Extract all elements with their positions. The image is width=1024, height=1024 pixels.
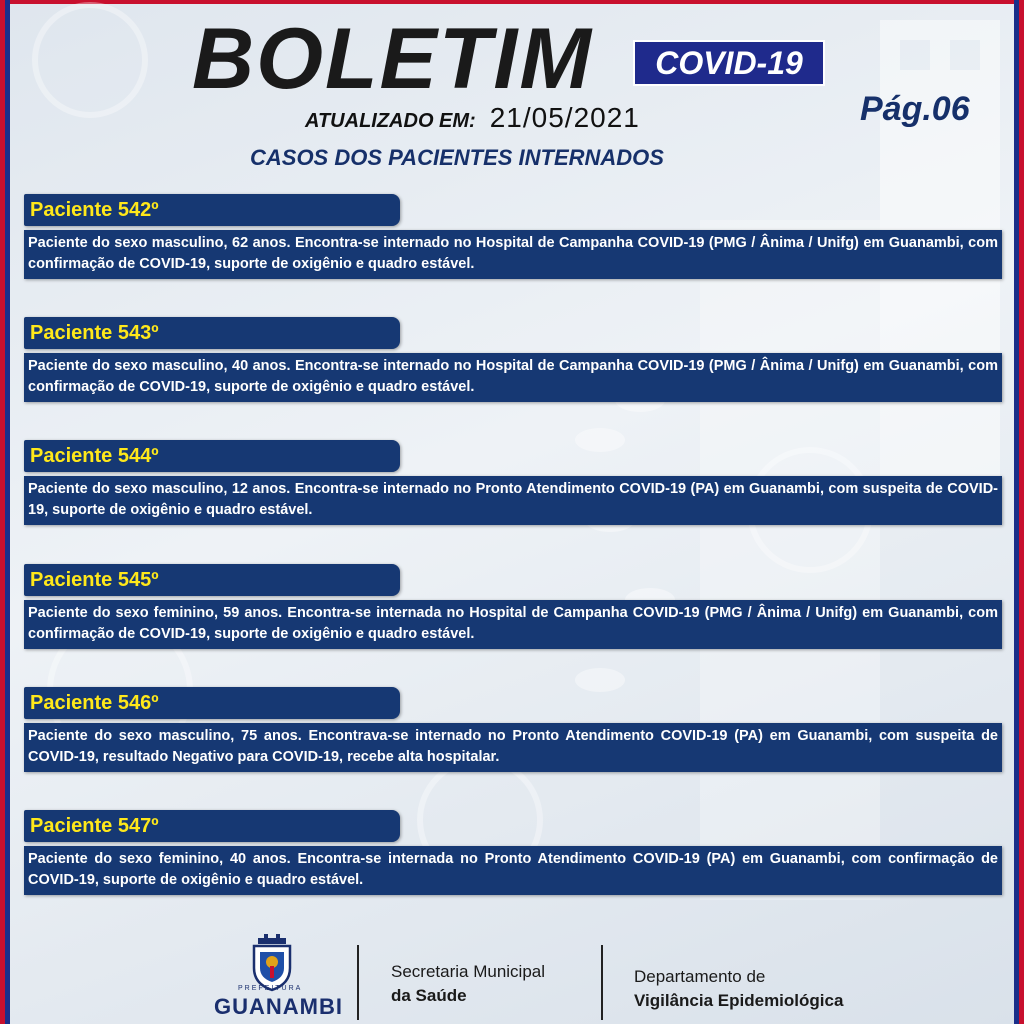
logo-city: GUANAMBI — [214, 994, 343, 1019]
updated-label: ATUALIZADO EM: — [305, 110, 476, 132]
patient-description: Paciente do sexo masculino, 75 anos. Encontrava-se internado no Pronto Atendimento COVID-19 (PA) em Guanambi, com suspeita de COVID-19, resultado Negativo para COVID-19, recebe alta hospitalar. — [24, 723, 1002, 772]
patient-card — [24, 317, 1002, 402]
patient-description: Paciente do sexo feminino, 40 anos. Encontra-se internada no Pronto Atendimento COVID-19 (PA) em Guanambi, com confirmação de COVID-19, suporte de oxigênio e quadro estável. — [24, 846, 1002, 895]
patient-label: Paciente 547º — [24, 810, 400, 842]
bulletin-title: BOLETIM — [192, 11, 593, 107]
org-epi-line2: Vigilância Epidemiológica — [634, 991, 844, 1010]
updated-line — [305, 102, 640, 134]
footer-divider — [601, 945, 603, 1020]
org-epi-line1: Departamento de — [634, 967, 766, 986]
frame-right-border — [1014, 0, 1024, 1024]
org-health-line1: Secretaria Municipal — [391, 962, 546, 981]
patient-label: Paciente 542º — [24, 194, 400, 226]
patient-description: Paciente do sexo masculino, 40 anos. Encontra-se internado no Hospital de Campanha COVID-19 (PMG / Ânima / Unifg) em Guanambi, com confirmação de COVID-19, suporte de oxigênio e quadro estável. — [24, 353, 1002, 402]
patient-description: Paciente do sexo feminino, 59 anos. Encontra-se internada no Hospital de Campanha COVID-19 (PMG / Ânima / Unifg) em Guanambi, com confirmação de COVID-19, suporte de oxigênio e quadro estável. — [24, 600, 1002, 649]
section-title: CASOS DOS PACIENTES INTERNADOS — [250, 145, 664, 170]
patient-card — [24, 194, 1002, 279]
patient-label: Paciente 546º — [24, 687, 400, 719]
org-health-line2: da Saúde — [391, 986, 467, 1005]
patient-label: Paciente 544º — [24, 440, 400, 472]
patient-description: Paciente do sexo masculino, 12 anos. Encontra-se internado no Pronto Atendimento COVID-19 (PA) em Guanambi, com suspeita de COVID-19, suporte de oxigênio e quadro estável. — [24, 476, 1002, 525]
guanambi-crest-icon — [244, 932, 300, 992]
frame-top-border — [0, 0, 1024, 4]
covid-badge: COVID-19 — [633, 40, 825, 86]
updated-date: 21/05/2021 — [489, 102, 640, 133]
frame-left-border — [0, 0, 10, 1024]
patient-card — [24, 687, 1002, 772]
patient-card — [24, 440, 1002, 525]
patient-card — [24, 810, 1002, 895]
patient-card — [24, 564, 1002, 649]
footer-divider — [357, 945, 359, 1020]
logo-prefix: PREFEITURA — [238, 985, 303, 992]
footer-org-health — [391, 962, 545, 1006]
footer-org-epidemiology — [634, 967, 843, 1011]
page-number: Pág.06 — [860, 90, 970, 128]
patient-label: Paciente 543º — [24, 317, 400, 349]
patient-label: Paciente 545º — [24, 564, 400, 596]
patient-description: Paciente do sexo masculino, 62 anos. Encontra-se internado no Hospital de Campanha COVID-19 (PMG / Ânima / Unifg) em Guanambi, com confirmação de COVID-19, suporte de oxigênio e quadro estável. — [24, 230, 1002, 279]
